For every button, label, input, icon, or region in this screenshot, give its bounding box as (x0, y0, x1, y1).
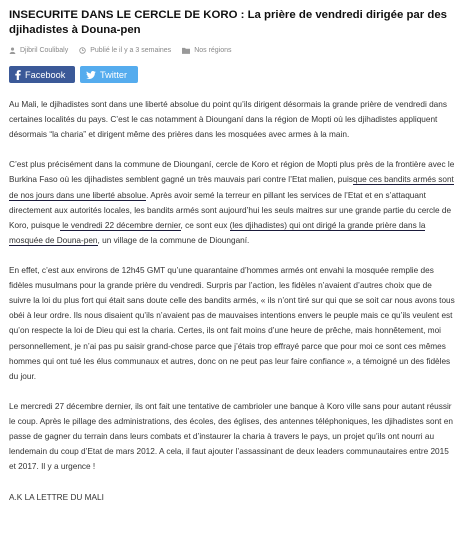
p2-text-d: , un village de la commune de Diounganí. (97, 235, 250, 245)
paragraph-4: Le mercredi 27 décembre dernier, ils ont fait une tentative de cambrioler une banque à Koro ville sans pour autant réussir le coup. Après le pillage des administrations, des écoles, des églises, des antennes téléphoniques, les djihadistes sont en passe de gagner du terrain dans leurs combats et d’instaurer la charia à travers le pays, un projet qu’ils ont nourri au lendemain du coup d’Etat de mars 2012. A cela, il faut ajouter l’assassinant de deux leaders communautaires entre 2015 et 2017. Il y a urgence ! (9, 401, 453, 472)
article-title: INSECURITE DANS LE CERCLE DE KORO : La prière de vendredi dirigée par des djihadistes à Douna-pen (9, 9, 447, 36)
share-buttons (9, 66, 456, 83)
article-meta (9, 45, 456, 55)
signature: A.K LA LETTRE DU MALI (9, 493, 104, 503)
paragraph-3: En effet, c’est aux environs de 12h45 GMT qu’une quarantaine d’hommes armés ont envahi la mosquée remplie des fidèles musulmans pour la grande prière du vendredi. Surpris par l’action, les fidèles n’avaient d’autres choix que de suivre la loi du plus fort qui était sans doute celle des bandits armés, « ils n’ont tiré sur qui que se soit car nous avons tous obéi à leur ordre. Ils nous disaient qu’ils n’avaient pas de mauvaises intentions envers le peuple mais ce qu’ils veulent est qu’on respecte la loi de Dieu qui est la charia. Certes, ils ont fait moins d’une heure de prêche, mais honnêtement, moi personnellement, je n’ai pas pu saisir grand-chose parce que j’étais trop effrayé parce que pour moi ce sont ces mêmes hommes qui ont tué les élus communaux et autres, donc on ne peut pas leur faire confiance », a témoigné un des fidèles du jour. (9, 266, 455, 381)
user-icon (9, 47, 16, 54)
p2-text-c: , ce sont eux (180, 220, 230, 230)
p2-underlined-2: le vendredi 22 décembre dernier (59, 220, 181, 230)
twitter-icon (86, 71, 96, 79)
p2-text-b: . Après avoir semé la terreur en pillant les services de l’Etat et en s’attaquant directement aux autorités locales, les bandits armés sont aujourd’hui les seuls maitres sur une grande partie du cercle de Koro, puisque (9, 190, 452, 230)
author[interactable] (9, 47, 68, 54)
p2-underlined-3: (les djihadistes) qui ont dirigé la grande prière dans la mosquée de Douna-pen (9, 220, 426, 245)
twitter-label: Twitter (100, 69, 128, 80)
p2-text-a: C’est plus précisément dans la commune de Diounganí, cercle de Koro et région de Mopti plus près de la frontière avec le Burkina Faso où les djihadistes semblent gagné un très mauvais pari contre l’Etat malien, puis (9, 160, 455, 185)
paragraph-2 (9, 157, 456, 248)
facebook-label: Facebook (25, 69, 66, 80)
article-body (9, 97, 456, 505)
author-name: Djibril Coulibaly (20, 46, 69, 54)
publish-date-text: Publié le il y a 3 semaines (90, 46, 172, 54)
category-text: Nos régions (194, 46, 232, 54)
category-link[interactable] (182, 47, 231, 54)
facebook-icon (15, 70, 21, 80)
twitter-share-button[interactable] (80, 66, 138, 83)
p2-underlined-1: que ces bandits armés sont de nos jours dans une liberté absolue (9, 175, 454, 200)
clock-icon (79, 47, 86, 54)
paragraph-1: Au Mali, le djihadistes sont dans une liberté absolue du point qu’ils dirigent désormais la grande prière de vendredi dans certaines localités du pays. C’est le cas notamment à Diounganí dans la région de Mopti où les djihadistes appliquent désormais “la charia” et dirigent même des prières dans les mosquées avec armes à la main. (9, 100, 447, 140)
facebook-share-button[interactable] (9, 66, 75, 83)
folder-icon (182, 47, 190, 54)
publish-date (79, 47, 171, 54)
